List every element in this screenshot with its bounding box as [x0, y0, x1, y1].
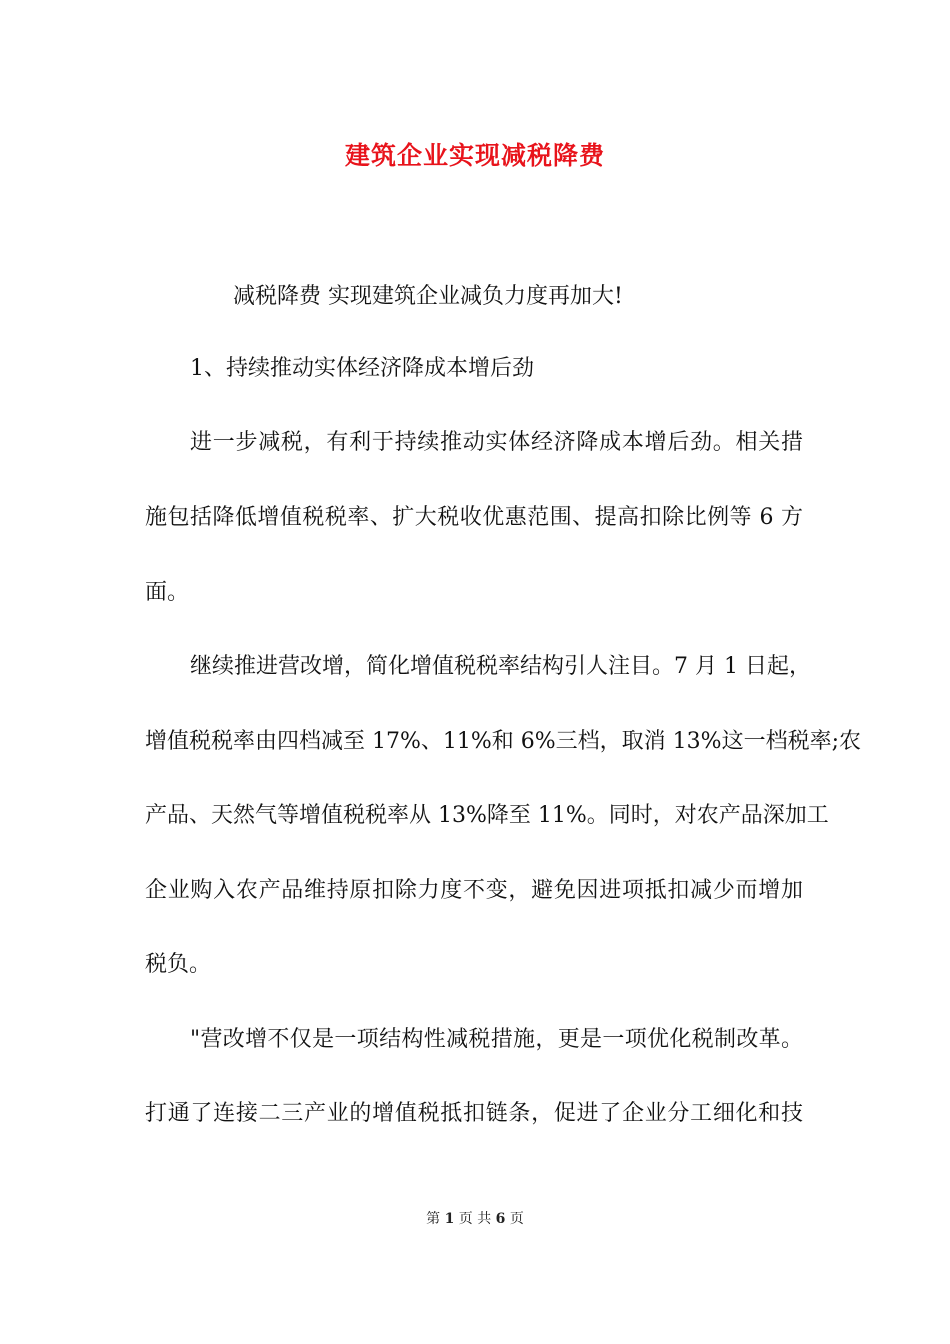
footer-suffix: 页 [509, 1211, 524, 1227]
paragraph-line: "营改增不仅是一项结构性减税措施，更是一项优化税制改革。 [190, 1027, 803, 1052]
footer-mid: 页 共 [458, 1211, 492, 1227]
paragraph-line: 进一步减税，有利于持续推动实体经济降成本增后劲。相关措 [190, 430, 803, 455]
paragraph-line: 施包括降低增值税税率、扩大税收优惠范围、提高扣除比例等 6 方 [145, 505, 803, 530]
paragraph-line: 增值税税率由四档减至 17%、11%和 6%三档，取消 13%这一档税率;农 [145, 729, 861, 754]
page-footer [0, 1208, 950, 1228]
document-title: 建筑企业实现减税降费 [344, 141, 605, 170]
paragraph-line: 打通了连接二三产业的增值税抵扣链条，促进了企业分工细化和技 [145, 1101, 803, 1126]
total-page-number: 6 [495, 1211, 506, 1227]
paragraph-line: 税负。 [145, 952, 212, 977]
section-heading: 1、持续推动实体经济降成本增后劲 [190, 356, 534, 381]
paragraph-line: 继续推进营改增，简化增值税税率结构引人注目。7 月 1 日起， [190, 654, 811, 679]
paragraph-line: 面。 [145, 580, 190, 605]
current-page-number: 1 [444, 1211, 455, 1227]
paragraph-line: 减税降费 实现建筑企业减负力度再加大! [233, 284, 623, 309]
paragraph-line: 产品、天然气等增值税税率从 13%降至 11%。同时，对农产品深加工 [145, 803, 829, 828]
paragraph-line: 企业购入农产品维持原扣除力度不变，避免因进项抵扣减少而增加 [145, 878, 803, 903]
footer-prefix: 第 [426, 1211, 441, 1227]
